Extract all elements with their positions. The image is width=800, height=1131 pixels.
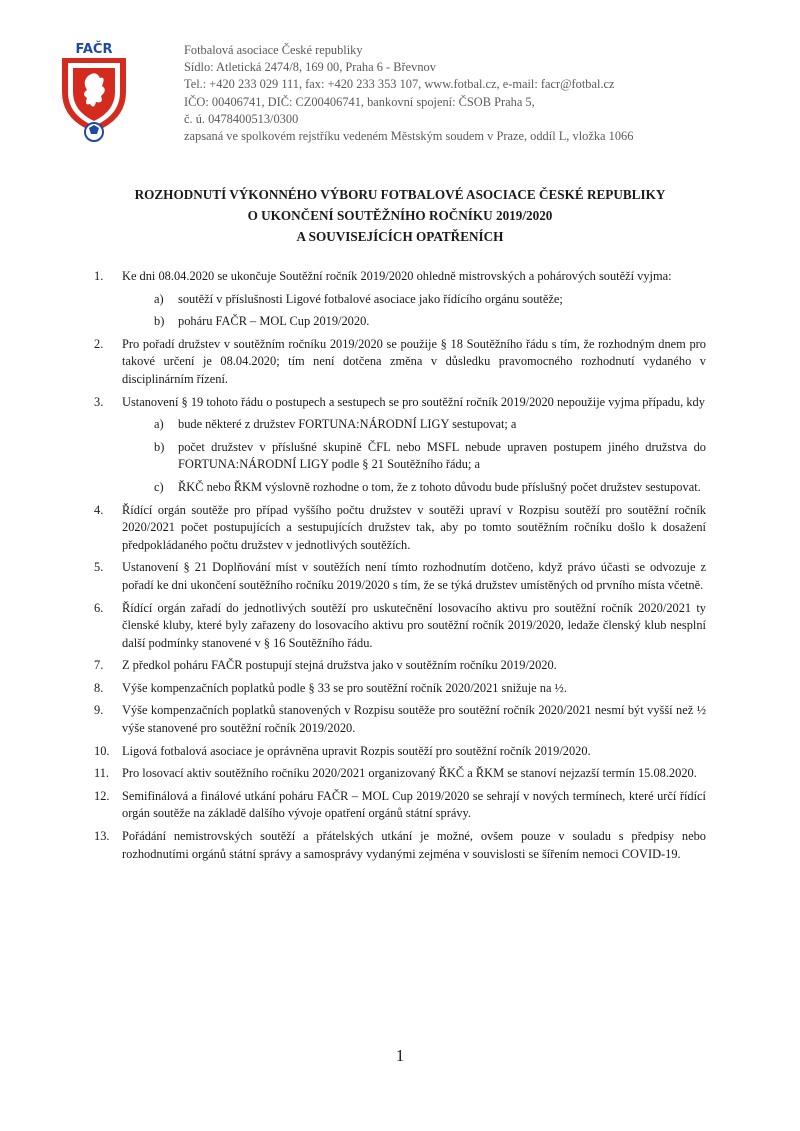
org-address: Sídlo: Atletická 2474/8, 169 00, Praha 6 - Břevnov <box>184 60 436 75</box>
sub-item-text: soutěží v příslušnosti Ligové fotbalové asociace jako řídícího orgánu soutěže; <box>178 291 563 306</box>
item-number: 6. <box>94 600 104 615</box>
org-registry: zapsaná ve spolkovém rejstříku vedeném Městským soudem v Praze, oddíl L, vložka 1066 <box>184 129 634 144</box>
item-number: 2. <box>94 336 104 351</box>
list-item <box>94 268 706 331</box>
sub-item <box>122 479 706 497</box>
item-number: 5. <box>94 560 104 575</box>
decision-list <box>94 268 706 868</box>
item-text: Ustanovení § 21 Doplňování míst v soutěžích není tímto rozhodnutím dotčeno, když právo účasti se odvozuje z pořadí ke dni ukončení soutěžního ročníku 2019/2020 s tím, že se týká družstev umístěných od prvního místa včetně. <box>122 560 706 592</box>
list-item <box>94 680 706 698</box>
sub-item-text: ŘKČ nebo ŘKM výslovně rozhodne o tom, že z tohoto důvodu bude příslušný počet družstev sestupovat. <box>178 479 701 494</box>
sub-item-letter: c) <box>154 479 164 494</box>
document-title <box>0 184 800 247</box>
sub-item-text: poháru FAČR – MOL Cup 2019/2020. <box>178 314 370 329</box>
list-item <box>94 702 706 737</box>
title-line: A SOUVISEJÍCÍCH OPATŘENÍCH <box>296 229 504 244</box>
item-text: Ustanovení § 19 tohoto řádu o postupech a sestupech se pro soutěžní ročník 2019/2020 nepoužije vyjma případu, kdy <box>122 394 705 409</box>
item-text: Z předkol poháru FAČR postupují stejná družstva jako v soutěžním ročníku 2019/2020. <box>122 658 557 673</box>
list-item <box>94 788 706 823</box>
item-number: 3. <box>94 394 104 409</box>
list-item <box>94 559 706 594</box>
item-text: Řídící orgán zařadí do jednotlivých soutěží pro uskutečnění losovacího aktivu pro soutěžní ročník 2020/2021 ty členské kluby, které byly zařazeny do losovacího aktivu pro soutěžní ročník 2019/2020, ledaže členský klub nesplní další podmínky stanovené v § 16 Soutěžního řádu. <box>122 600 706 650</box>
list-item <box>94 394 706 497</box>
list-item <box>94 336 706 389</box>
item-number: 11. <box>94 766 110 781</box>
page-number: 1 <box>395 1046 405 1065</box>
sub-item <box>122 439 706 474</box>
item-text: Výše kompenzačních poplatků stanovených v Rozpisu soutěže pro soutěžní ročník 2020/2021 nesmí být vyšší než ½ výše stanovené pro soutěžní ročník 2019/2020. <box>122 703 706 736</box>
item-text: Semifinálová a finálové utkání poháru FAČR – MOL Cup 2019/2020 se sehrají v nových termínech, které určí řídící orgán soutěže na základě dalšího vývoje opatření orgánů státní správy. <box>122 788 706 821</box>
sub-item-letter: a) <box>154 291 164 306</box>
item-number: 9. <box>94 703 104 718</box>
org-bank-account: č. ú. 0478400513/0300 <box>184 111 299 126</box>
item-number: 8. <box>94 680 104 695</box>
list-item <box>94 502 706 555</box>
item-number: 10. <box>94 743 110 758</box>
list-item <box>94 765 706 783</box>
org-name: Fotbalová asociace České republiky <box>184 43 363 57</box>
item-number: 12. <box>94 788 110 803</box>
item-text: Ligová fotbalová asociace je oprávněna upravit Rozpis soutěží pro soutěžní ročník 2019/2020. <box>122 743 591 758</box>
sub-item <box>122 416 706 434</box>
sub-item-text: bude některé z družstev FORTUNA:NÁRODNÍ LIGY sestupovat; a <box>178 417 517 432</box>
org-contact: Tel.: +420 233 029 111, fax: +420 233 353 107, www.fotbal.cz, e-mail: facr@fotbal.cz <box>184 77 615 92</box>
item-number: 13. <box>94 829 110 844</box>
item-text: Výše kompenzačních poplatků podle § 33 se pro soutěžní ročník 2020/2021 snižuje na ½. <box>122 680 567 695</box>
list-item <box>94 600 706 653</box>
item-number: 1. <box>94 269 104 283</box>
logo-text: FAČR <box>75 42 113 57</box>
sub-item-text: počet družstev v příslušné skupině ČFL nebo MSFL nebude upraven postupem jiného družstva do FORTUNA:NÁRODNÍ LIGY podle § 21 Soutěžního řádu; a <box>178 439 706 472</box>
sub-item-letter: a) <box>154 417 164 432</box>
item-number: 4. <box>94 502 104 517</box>
item-text: Pro pořadí družstev v soutěžním ročníku 2019/2020 se použije § 18 Soutěžního řádu s tím, že rozhodným dnem pro takové určení je 08.04.2020; tím není dotčena změna v důsledku pravomocného rozhodnutí vydaného v disciplinárním řízení. <box>122 336 706 386</box>
list-item <box>94 828 706 863</box>
sub-item-letter: b) <box>154 314 165 329</box>
item-text: Řídící orgán soutěže pro případ vyššího počtu družstev v soutěži upraví v Rozpisu soutěží pro soutěžní ročník 2020/2021 počet postupujících a sestupujících družstev tak, aby po tomto soutěžním ročníku došlo k dosažení předpokládaného počtu družstev v jednotlivých soutěžích. <box>122 502 706 552</box>
item-text: Pro losovací aktiv soutěžního ročníku 2020/2021 organizovaný ŘKČ a ŘKM se stanoví nejzazší termín 15.08.2020. <box>122 766 697 781</box>
list-item <box>94 657 706 675</box>
organization-header <box>184 42 764 145</box>
sub-item-letter: b) <box>154 439 165 454</box>
sub-item <box>122 313 706 331</box>
org-ids: IČO: 00406741, DIČ: CZ00406741, bankovní spojení: ČSOB Praha 5, <box>184 94 535 109</box>
item-text: Ke dni 08.04.2020 se ukončuje Soutěžní ročník 2019/2020 ohledně mistrovských a pohárových soutěží vyjma: <box>122 269 672 283</box>
item-number: 7. <box>94 658 104 673</box>
sub-item <box>122 291 706 309</box>
item-text: Pořádání nemistrovských soutěží a přátelských utkání je možné, ovšem pouze v souladu s předpisy nebo rozhodnutími orgánů státní správy a samosprávy vydanými zejména v souvislosti se šířením nemoci COVID-19. <box>122 829 706 861</box>
title-line: O UKONČENÍ SOUTĚŽNÍHO ROČNÍKU 2019/2020 <box>247 208 553 223</box>
facr-logo <box>56 40 132 142</box>
title-line: ROZHODNUTÍ VÝKONNÉHO VÝBORU FOTBALOVÉ ASOCIACE ČESKÉ REPUBLIKY <box>134 187 666 202</box>
list-item <box>94 743 706 761</box>
